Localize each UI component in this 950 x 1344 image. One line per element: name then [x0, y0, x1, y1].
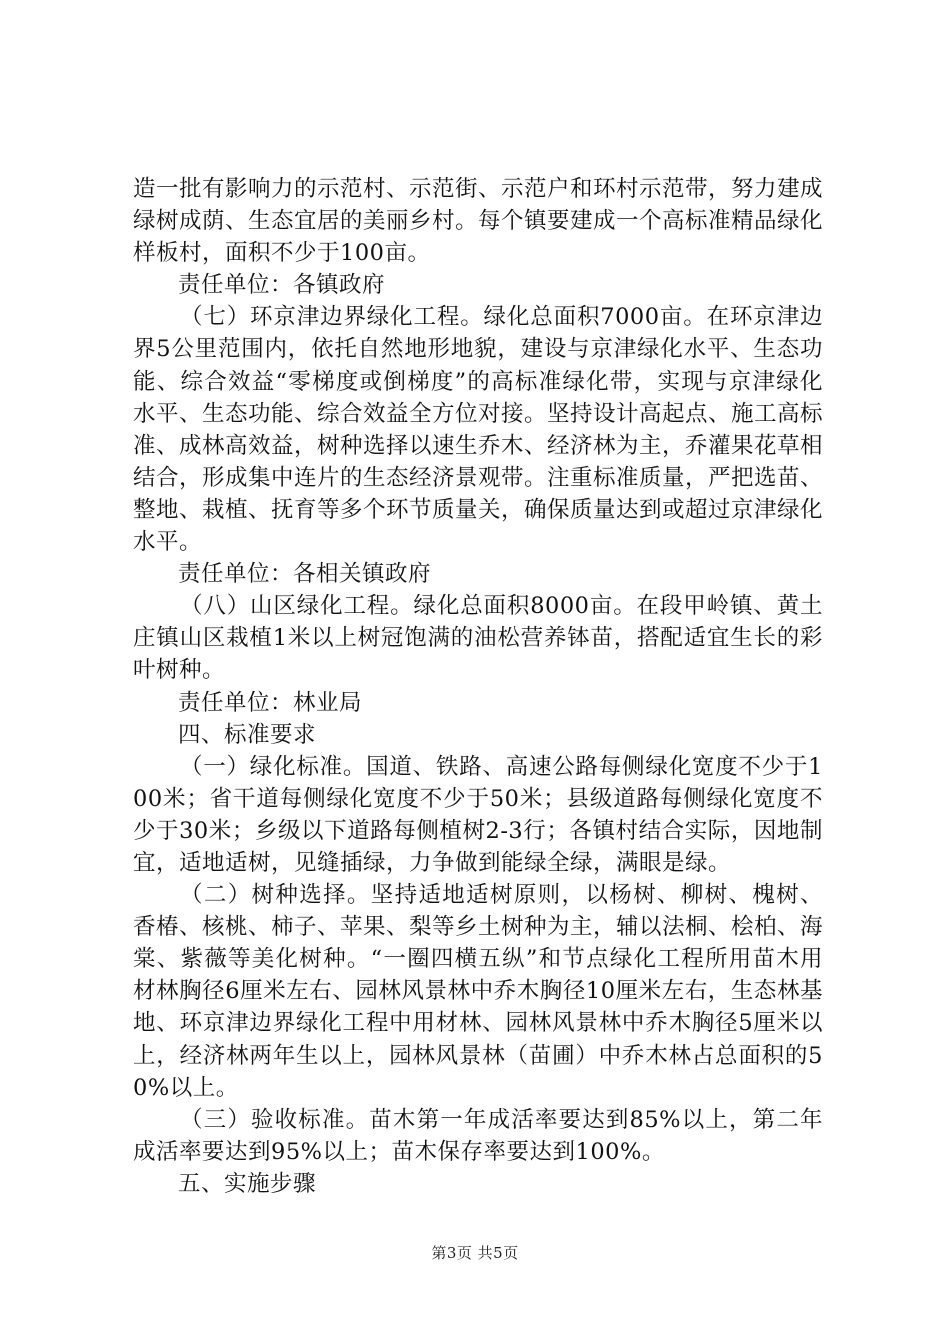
responsibility-line: 责任单位：各相关镇政府 [178, 561, 432, 588]
document-body [133, 173, 823, 1200]
paragraph-acceptance-standard: （三）验收标准。苗木第一年成活率要达到85%以上，第二年成活率要达到95%以上；苗木保存率要达到100%。 [133, 1106, 823, 1165]
paragraph-greening-standard: （一）绿化标准。国道、铁路、高速公路每侧绿化宽度不少于100米；省干道每侧绿化宽度不少于50米；县级道路每侧绿化宽度不少于30米；乡级以下道路每侧植树2-3行；各镇村结合实际，因地制宜，适地适树，见缝插绿，力争做到能绿全绿，满眼是绿。 [133, 753, 823, 876]
paragraph-continuation: 造一批有影响力的示范村、示范街、示范户和环村示范带，努力建成绿树成荫、生态宜居的美丽乡村。每个镇要建成一个高标准精品绿化样板村，面积不少于100亩。 [133, 176, 824, 267]
responsibility-line: 责任单位：林业局 [178, 689, 363, 716]
section-heading: 五、实施步骤 [178, 1170, 317, 1197]
section-heading: 四、标准要求 [178, 721, 317, 748]
paragraph-tree-selection: （二）树种选择。坚持适地适树原则，以杨树、柳树、槐树、香椿、核桃、柿子、苹果、梨等乡土树种为主，辅以法桐、桧柏、海棠、紫薇等美化树种。“一圈四横五纵”和节点绿化工程所用苗木用材林胸径6厘米左右、园林风景林中乔木胸径10厘米左右，生态林基地、环京津边界绿化工程中用材林、园林风景林中乔木胸径5厘米以上，经济林两年生以上，园林风景林（苗圃）中乔木林占总面积的50%以上。 [133, 882, 824, 1101]
responsibility-line: 责任单位：各镇政府 [178, 272, 386, 299]
paragraph-section-8: （八）山区绿化工程。绿化总面积8000亩。在段甲岭镇、黄土庄镇山区栽植1米以上树冠饱满的油松营养钵苗，搭配适宜生长的彩叶树种。 [133, 593, 823, 684]
paragraph-section-7: （七）环京津边界绿化工程。绿化总面积7000亩。在环京津边界5公里范围内，依托自然地形地貌，建设与京津绿化水平、生态功能、综合效益“零梯度或倒梯度”的高标准绿化带，实现与京津绿化水平、生态功能、综合效益全方位对接。坚持设计高起点、施工高标准、成林高效益，树种选择以速生乔木、经济林为主，乔灌果花草相结合，形成集中连片的生态经济景观带。注重标准质量，严把选苗、整地、栽植、抚育等多个环节质量关，确保质量达到或超过京津绿化水平。 [133, 304, 824, 556]
page-footer: 第3页 共5页 [431, 1244, 519, 1262]
